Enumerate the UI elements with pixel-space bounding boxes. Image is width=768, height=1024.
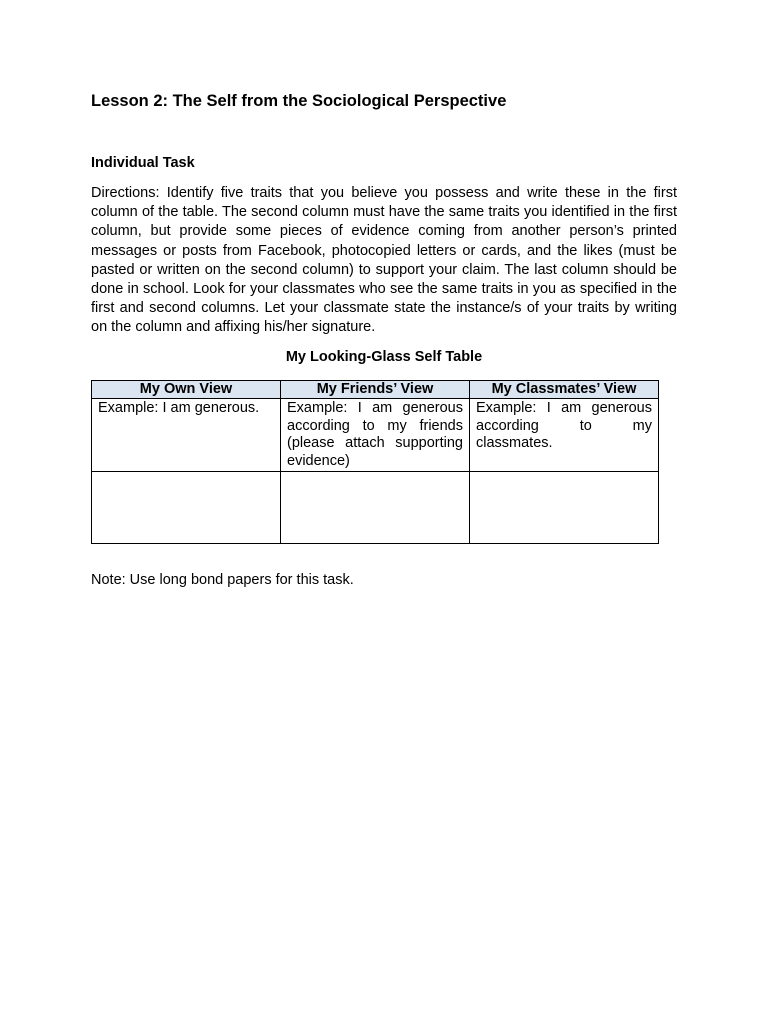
lesson-title: Lesson 2: The Self from the Sociological Perspective	[91, 92, 507, 110]
looking-glass-self-table	[91, 380, 659, 544]
directions-paragraph: Directions: Identify five traits that you believe you possess and write these in the first column of the table. The second column must have the same traits you identified in the first column, but provide some pieces of evidence coming from another person’s printed messages or posts from Facebook, photocopied letters or cards, and the likes (must be pasted or written on the second column) to support your claim. The last column should be done in school. Look for your classmates who see the same traits in you as specified in the first and second columns. Let your classmate state the instance/s of your traits by writing on the column and affixing his/her signature.	[91, 185, 677, 336]
table-header-row	[92, 381, 659, 399]
task-heading: Individual Task	[91, 155, 195, 171]
header-classmates-view: My Classmates’ View	[470, 381, 659, 399]
table-caption: My Looking-Glass Self Table	[285, 349, 483, 365]
header-friends-view: My Friends’ View	[281, 381, 470, 399]
cell-own-view-blank	[92, 472, 281, 544]
table-row	[92, 472, 659, 544]
header-own-view: My Own View	[92, 381, 281, 399]
cell-friends-view-example: Example: I am generous according to my friends (please attach supporting evidence)	[281, 399, 470, 472]
note-text: Note: Use long bond papers for this task.	[91, 572, 354, 588]
cell-classmates-view-example: Example: I am generous according to my classmates.	[470, 399, 659, 472]
cell-friends-view-blank	[281, 472, 470, 544]
table-row	[92, 399, 659, 472]
cell-own-view-example: Example: I am generous.	[92, 399, 281, 472]
cell-classmates-view-blank	[470, 472, 659, 544]
